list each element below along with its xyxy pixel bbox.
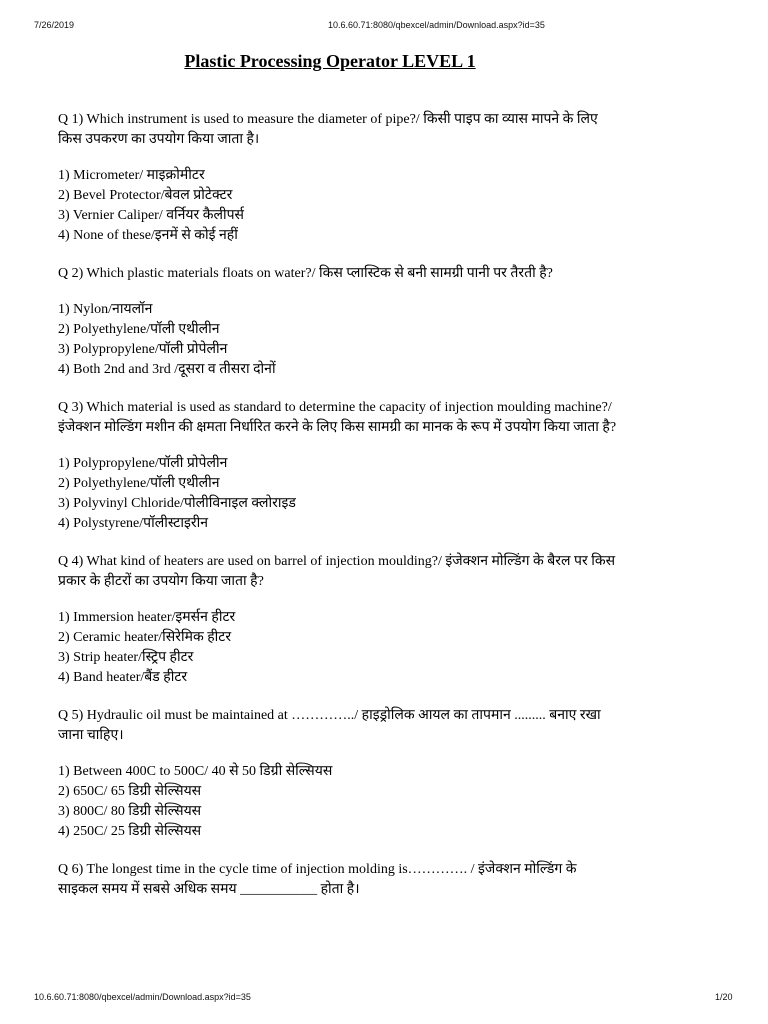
option-list: [58, 166, 618, 246]
option-list: [58, 608, 618, 688]
question-text: Q 5) Hydraulic oil must be maintained at …………../ हाइड्रोलिक आयल का तापमान ......... बनाए रखा जाना चाहिए।: [58, 708, 601, 743]
print-header: [0, 20, 768, 32]
print-footer: [0, 992, 768, 1004]
option: 2) Polyethylene/पॉली एथीलीन: [58, 476, 220, 491]
option: 4) Both 2nd and 3rd /दूसरा व तीसरा दोनों: [58, 362, 276, 377]
question-text: Q 6) The longest time in the cycle time of injection molding is…………. / इंजेक्शन मोल्डिंग के साइकल समय में सबसे अधिक समय ___________ होता है।: [58, 862, 577, 897]
question-3: [58, 398, 618, 534]
question-text: Q 2) Which plastic materials floats on water?/ किस प्लास्टिक से बनी सामग्री पानी पर तैरती है?: [58, 266, 553, 281]
option: 2) Polyethylene/पॉली एथीलीन: [58, 322, 220, 337]
option: 4) 250C/ 25 डिग्री सेल्सियस: [58, 824, 202, 839]
footer-url: 10.6.60.71:8080/qbexcel/admin/Download.aspx?id=35: [34, 992, 251, 1002]
option: 3) Strip heater/स्ट्रिप हीटर: [58, 650, 194, 665]
option-list: [58, 762, 618, 842]
document-title: Plastic Processing Operator LEVEL 1: [184, 51, 476, 71]
option: 4) None of these/इनमें से कोई नहीं: [58, 228, 238, 243]
option: 2) Bevel Protector/बेवल प्रोटेक्टर: [58, 188, 233, 203]
option: 3) Polypropylene/पॉली प्रोपेलीन: [58, 342, 228, 357]
question-list: [58, 110, 618, 918]
option: 2) 650C/ 65 डिग्री सेल्सियस: [58, 784, 202, 799]
question-text: Q 3) Which material is used as standard to determine the capacity of injection moulding machine?/ इंजेक्शन मोल्डिंग मशीन की क्षमता निर्धारित करने के लिए किस सामग्री का मानक के रूप में उपयोग किया जाता है?: [58, 400, 617, 435]
option: 2) Ceramic heater/सिरेमिक हीटर: [58, 630, 232, 645]
option-list: [58, 300, 618, 380]
option: 1) Nylon/नायलॉन: [58, 302, 153, 317]
question-text: Q 4) What kind of heaters are used on barrel of injection moulding?/ इंजेक्शन मोल्डिंग के बैरल पर किस प्रकार के हीटरों का उपयोग किया जाता है?: [58, 554, 616, 589]
question-6: [58, 860, 618, 900]
option: 1) Immersion heater/इमर्सन हीटर: [58, 610, 236, 625]
option: 3) 800C/ 80 डिग्री सेल्सियस: [58, 804, 202, 819]
print-url: 10.6.60.71:8080/qbexcel/admin/Download.aspx?id=35: [328, 20, 545, 30]
question-5: [58, 706, 618, 842]
option: 1) Between 400C to 500C/ 40 से 50 डिग्री सेल्सियस: [58, 764, 333, 779]
option: 1) Micrometer/ माइक्रोमीटर: [58, 168, 205, 183]
question-4: [58, 552, 618, 688]
print-date: 7/26/2019: [34, 20, 75, 30]
option-list: [58, 454, 618, 534]
option: 3) Polyvinyl Chloride/पोलीविनाइल क्लोराइड: [58, 496, 296, 511]
option: 4) Polystyrene/पॉलीस्टाइरीन: [58, 516, 208, 531]
question-2: [58, 264, 618, 380]
option: 1) Polypropylene/पॉली प्रोपेलीन: [58, 456, 228, 471]
option: 3) Vernier Caliper/ वर्नियर कैलीपर्स: [58, 208, 245, 223]
option: 4) Band heater/बैंड हीटर: [58, 670, 188, 685]
page-number: 1/20: [715, 992, 733, 1002]
question-text: Q 1) Which instrument is used to measure the diameter of pipe?/ किसी पाइप का व्यास मापने के लिए किस उपकरण का उपयोग किया जाता है।: [58, 112, 598, 147]
question-1: [58, 110, 618, 246]
